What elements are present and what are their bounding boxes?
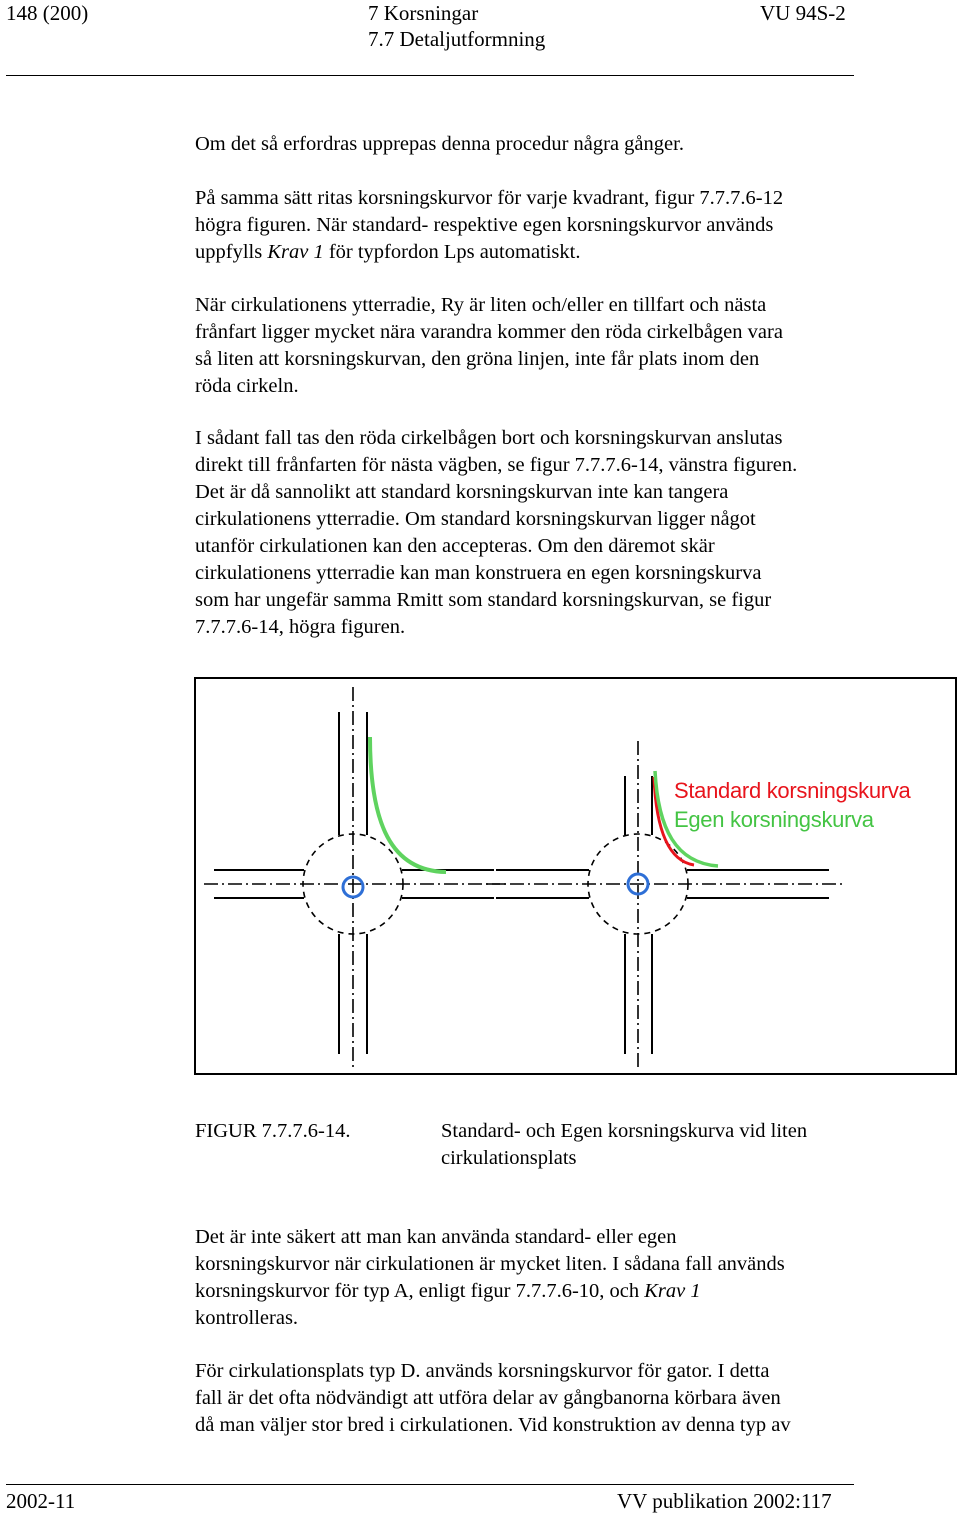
egen-curve [370, 737, 446, 872]
text-line: röda cirkeln. [195, 375, 299, 397]
document-id: VU 94S-2 [760, 1, 846, 25]
legend-standard-label: Standard korsningskurva [674, 778, 911, 803]
requirement-reference: Krav 1 [644, 1280, 701, 1302]
legend-egen-label: Egen korsningskurva [674, 807, 874, 832]
text-line: då man väljer stor bred i cirkulationen. Vid konstruktion av denna typ av [195, 1414, 791, 1436]
requirement-reference: Krav 1 [267, 241, 324, 263]
text-line: cirkulationens ytterradie kan man konstruera en egen korsningskurva [195, 562, 762, 584]
figure-caption-label: FIGUR 7.7.7.6-14. [195, 1120, 351, 1142]
left-intersection [214, 712, 494, 1054]
paragraph-2 [195, 185, 895, 266]
paragraph-5 [195, 1224, 895, 1332]
text-line: så liten att korsningskurvan, den gröna linjen, inte får plats inom den [195, 348, 760, 370]
caption-line: cirkulationsplats [441, 1147, 577, 1169]
text-line: Det är då sannolikt att standard korsningskurvan inte kan tangera [195, 481, 729, 503]
text-line: Om det så erfordras upprepas denna procedur några gånger. [195, 133, 684, 155]
chapter-title: 7 Korsningar [368, 1, 479, 25]
legend-egen [674, 806, 874, 834]
text-line: som har ungefär samma Rmitt som standard korsningskurvan, se figur [195, 589, 772, 611]
paragraph-4 [195, 425, 895, 641]
footer-date: 2002-11 [6, 1489, 76, 1513]
text-line: direkt till frånfarten för nästa vägben, se figur 7.7.7.6-14, vänstra figuren. [195, 454, 798, 476]
text-line: För cirkulationsplats typ D. används korsningskurvor för gator. I detta [195, 1360, 770, 1382]
text-line: Det är inte säkert att man kan använda standard- eller egen [195, 1226, 677, 1248]
paragraph-1 [195, 131, 895, 158]
text-line: frånfart ligger mycket nära varandra kommer den röda cirkelbågen vara [195, 321, 783, 343]
text-line: På samma sätt ritas korsningskurvor för varje kvadrant, figur 7.7.7.6-12 [195, 187, 784, 209]
legend-standard [674, 777, 910, 805]
text-line: 7.7.7.6-14, högra figuren. [195, 616, 406, 638]
text-line [195, 239, 895, 266]
footer-publication: VV publikation 2002:117 [617, 1489, 832, 1513]
header-rule [6, 75, 854, 76]
text-line: fall är det ofta nödvändigt att utföra delar av gångbanorna körbara även [195, 1387, 781, 1409]
text-line: I sådant fall tas den röda cirkelbågen bort och korsningskurvan anslutas [195, 427, 783, 449]
text-line: kontrolleras. [195, 1307, 299, 1329]
paragraph-6 [195, 1358, 895, 1439]
text-line: cirkulationens ytterradie. Om standard korsningskurvan ligger något [195, 508, 756, 530]
figure-caption-text [441, 1118, 807, 1172]
text-line [195, 1278, 895, 1305]
text-fragment: korsningskurvor för typ A, enligt figur 7.7.7.6-10, och [195, 1280, 645, 1302]
text-fragment: för typfordon Lps automatiskt. [323, 241, 581, 263]
caption-line: Standard- och Egen korsningskurva vid liten [441, 1120, 808, 1142]
intersection-drawing [196, 679, 959, 1077]
footer-rule [6, 1484, 854, 1485]
text-line: högra figuren. När standard- respektive egen korsningskurvor används [195, 214, 774, 236]
text-line: utanför cirkulationen kan den accepteras. Om den däremot skär [195, 535, 715, 557]
section-title: 7.7 Detaljutformning [368, 27, 546, 51]
text-line: korsningskurvor när cirkulationen är mycket liten. I sådana fall används [195, 1253, 785, 1275]
page-number: 148 (200) [6, 1, 89, 25]
text-line: När cirkulationens ytterradie, Ry är liten och/eller en tillfart och nästa [195, 294, 767, 316]
intersection-figure [194, 677, 957, 1075]
text-fragment: uppfylls [195, 241, 268, 263]
paragraph-3 [195, 292, 895, 400]
